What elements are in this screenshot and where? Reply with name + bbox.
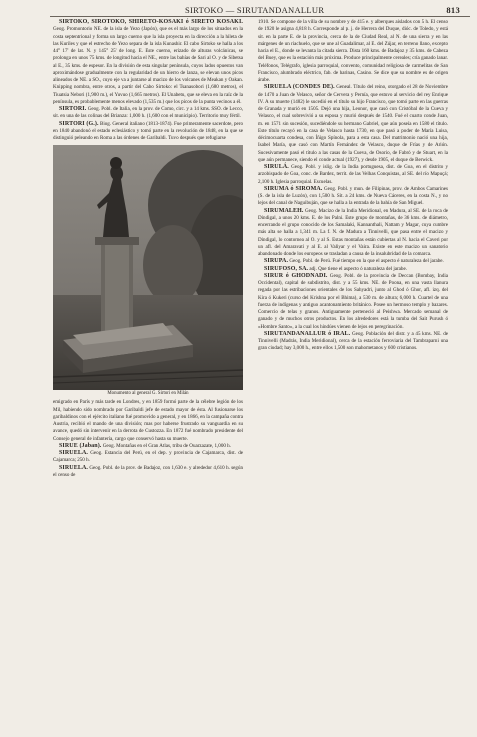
entry-siruela-continued: [258, 19, 448, 84]
entry-headword: SIRUE (Jaban).: [59, 442, 102, 449]
entry-sirur: [258, 273, 448, 331]
entry-text: Geog. Pobl. y mun. de Filipinas, prov. de Ambos Camarines (S. de la isla de Luzón), con 1,500 h. Sit. a 24 kms. de Nueva Cáceres, en la costa N., y no lejos del canal de Naguibuján, que se halla a la entrada de la bahía de San Miguel.: [258, 185, 448, 207]
running-title: SIRTOKO — SIRUTANDANALLUR: [185, 5, 325, 15]
monument-photo: [53, 145, 243, 390]
entry-text: Geog. Pobl. de la provincia de Deccan (Bombay, India Occidental), capital de subdistrito, dist. y a 55 kms. NE. de Poona, en una vasta llanura regada por las estribaciones orientales de los Sahyadri, junto al Ghod ó Ghor, afl. izq. del Kira ó Kukeri (curso del Krishna por el Bhima), a 530 m. de altura; 6,000 h. Cuartel de una fuerza de indígenas y antiguo acantonamiento británico. Posee un hermoso templo y bazares. Comercio de telas y granos. Antiguamente perteneció al Peishwa. Mercado semanal de ganado y de muchos otros productos. En los alrededores está la tumba del Sait Purush ó «Hombre Santo», a la cual los hindúes vienen de lejos en peregrinación.: [258, 272, 448, 330]
figure-caption: Monumento al general G. Sirtori en Milán: [107, 391, 189, 397]
entry-headword: SIRUMA ó SIROMA.: [264, 185, 323, 192]
entry-text: Geog. Estancia del Perú, en el dep. y provincia de Cajamarca, dist. de Cajamarca; 250 h.: [53, 450, 243, 464]
entry-siruela-badajoz: [53, 465, 243, 480]
entry-siruela-peru: [53, 450, 243, 465]
entry-sirutandanallur: [258, 331, 448, 353]
entry-text: Geog. Pobl. de la prov. de Badajoz, con 1,630 e. y alrededor 4,610 h. según el censo de: [53, 464, 243, 478]
entry-headword: SIRUR ó GHODNADI.: [264, 272, 328, 279]
entry-text: Biog. General italiano (1813-1874). Fue primeramente sacerdote, pero en 1840 abandonó el estado eclesiástico y tomó parte en la revolución de 1848, en la que se distinguió peleando en Roma a las órdenes de Garibaldi. Tuvo después que refugiarse: [53, 120, 243, 141]
entry-sirtori-continued: [53, 399, 243, 443]
entry-text: Geog. Pobl. de Italia, en la prov. de Como, circ. y a 14 kms. SSO. de Lecco, sit. en una de las colinas del Brianza: 1,000 h. (1,600 con el municipio). Territorio muy fértil.: [53, 106, 243, 120]
entry-siruela-condes: [258, 84, 448, 164]
entry-headword: SIRUTANDANALLUR ó IRAL.: [264, 330, 351, 337]
entry-headword: SIRUPA.: [264, 258, 289, 265]
entry-siruma: [258, 186, 448, 208]
entry-headword: SIRTOKO, SIROTOKO, SHIRETO-KOSAKI ó SIRETO KOSAKI.: [59, 19, 243, 25]
entry-headword: SIRUELA (CONDES DE).: [264, 84, 335, 91]
entry-headword: SIRTORI.: [59, 106, 87, 112]
entry-sirufoso: [258, 266, 448, 273]
entry-headword: SIRUFOSO, SA.: [264, 265, 309, 272]
entry-sirtori-place: [53, 106, 243, 121]
entry-headword: SIRULÁ.: [264, 164, 289, 170]
entry-sirupa: [258, 258, 448, 265]
left-column: [53, 19, 243, 731]
monument-figure: [53, 145, 243, 397]
entry-text: Geog. Montañas en el Gran Atlas, tribu de Ouarzazate, 1,000 h.: [102, 442, 231, 449]
entry-text: emigrado en París y más tarde en Londres, y en 1859 formó parte de la célebre legión de los Mil, habiendo sido nombrado por Garibaldi jefe de estado mayor de ésta. Al fusionarse los garibaldinos con el ejército italiano fué promovido a general, y en 1866, en la campaña contra Austria, recibió el mando de una división; mas por haberse frustrado su vanguardia en su avance, quedó sin intervenir en la derrota de Custozza. En 1872 fué nombrado presidente del Consejo general de infantería, cargo que conservó hasta su muerte.: [53, 399, 243, 442]
entry-text: Geog. Pobl. de Perú. Fué tiempo en la que el aspecto é naturaleza del jarabe.: [289, 258, 444, 265]
entry-sirumaleh: [258, 208, 448, 259]
entry-sirula: [258, 164, 448, 186]
page-number: 813: [446, 5, 460, 15]
entry-sirtori-biog: [53, 121, 243, 143]
entry-headword: SIRUMALEH.: [264, 207, 304, 214]
entry-text: Geog. Promontorio NE. de la isla de Yezo (Japón), que es el más largo de los situados en la costa septentrional y forma un largo cuerno que la isla proyecta en la dirección a la hileta de las Kuriles y que el estrecho de Yezo separa de la isla Kunashir. El cabo Sirtoko se halla a los 44° 17' de lat. N. y 145° 25' de long. E. Este cuerno, erizado de alturas volcánicas, se prolonga en unos 75 kms. de longitud hacia el NE., entre las bahías de Sari al O. y de Sibetsa al E., 35 kms. de espesor. En la división de esta singular península, cuyos lados opuestos van aproximándose gradualmente con la regularidad de un hierro de lanza, se elevan unos picos alineados de NE. a SO., cuyo eje va a juntarse al macizo de los volcanes de Meakan y Oakan. Knipping nombra, entre otros, a partir del Cabo Sirtoko: el Tsanasobori (1,680 metros), el Tiuatsia Nebori (1,900 m.), el Yuvuo (1,665 metros). El Unabetu, que se eleva en la raíz de la península, es probablemente menos elevado (1,535 m.) que los picos de la punta vecinos a él.: [53, 26, 243, 105]
right-column: [258, 19, 448, 731]
entry-sirtoko: [53, 19, 243, 106]
entry-text: 1910. Se compone de la villa de su nombre y de 415 e. y alberques aislados con 5 h. El censo de 1920 le asigna 4,818 h. Corresponde al p. j. de Herrera del Duque, dióc. de Toledo, y está sit. en la parte E. de la provincia, cerca de la de Ciudad Real, al N. de una sierra y en las márgenes de un riachuelo, que se une al Guadalimar, al E. del Zújar, en terreno llano, excepto hacia el E., donde se levanta la citada sierra. Dista 160 kms. de Badajoz y 35 kms. de Cabeza del Buey, que es la estación más próxima. Produce principalmente cereales; cría ganado lanar. Teléfonos, Telégrafo, iglesia parroquial, convento, comunidad religiosa de carmelitas de San Francisco, alumbrado eléctrico, fab. de harinas, Casino. Se dice que su nombre es de origen árabe.: [258, 19, 448, 83]
entry-headword: SIRTORI (G.).: [59, 120, 99, 127]
running-header: [50, 3, 470, 17]
entry-text: Geneal. Título del reino, otorgado el 28 de Noviembre de 1470 a Juan de Velasco, señor de Cervera y Pernía, que estuvo al servicio del rey Enrique IV. A su muerte (1482) le sucedió en el título su hijo Francisco, que tomó parte en las guerras de Granada y murió en 1505. Dejó una hija, Leonor, que casó con Cristóbal de la Cueva y Velasco, el cual sobrevivió a su esposa y murió después de 1540. Fué el cuarto conde Juan, m. en 1571 sin sucesión, sucediéndole su hermano Gabriel, que aún poseía en 1580 el título. Este título recayó en la casa de Velasco hasta 1730, en que pasó a poder de María Luisa, décimocuarta condesa, con Íñigo Spínola, para a esta casa. Del matrimonio nació una hija, Isabel María, que casó con Martín Fernández de Velasco, duque de Frías y de Arión. Sucesivamente pasó el título a las casas de la Cueva, de Osorio, de Fabró y de Stuart, en la que aún permanece, siendo el conde actual (1927), y desde 1905, el duque de Berwick.: [258, 84, 448, 163]
entry-headword: SIRUELA.: [59, 464, 88, 471]
entry-headword: SIRUELA.: [59, 450, 88, 456]
entry-text: Geog. Población del distr. y a 45 kms. NE. de Tinnivelli (Madrás, India Meridional), cerca de la estación ferroviaria del Tambraparni una gran ciudad; hay 3,000 h., entre ellos 1,500 son mahometanos y 600 cristianos.: [258, 330, 448, 352]
entry-text: adj. Que tiene el aspecto ó naturaleza del jarabe.: [309, 265, 407, 272]
entry-sirue: [53, 443, 243, 450]
header-rule: [50, 16, 470, 17]
entry-text: Geog. Macizo de la India Meridional, en Madura, al SE. de la roca de Dindigal, a unos 20 kms. E. de los Palni. Este grupo de montañas, de 36 kms. de diámetro, encerrando el grupo conocido de los Samalaki, Kannanthali, Nattam y Magar, cuya cumbre más alta se halla a 1,341 m. La f. N. de Madura a Tinnivelli, que pasa entre el macizo y Dindigal, lo contornea al O. y al S. Estas montañas están cubiertas al N. hacia el Caveri por un afl. del Amaravati y al E. al Valiyar y el Vaira. Existe en este macizo un sanatorio abandonado donde los europeos se trasladan a causa de la insalubridad de la comarca.: [258, 207, 448, 257]
entry-text: Geog. Pobl. y islig. de la India portuguesa, dist. de Goa, en el distrito y arzobispado de Goa, conc. de Bardez, territ. de las Velhas Conquistas, al SE. del río Mapuçá; 2,100 h. Iglesia parroquial. Escuelas.: [258, 164, 448, 185]
